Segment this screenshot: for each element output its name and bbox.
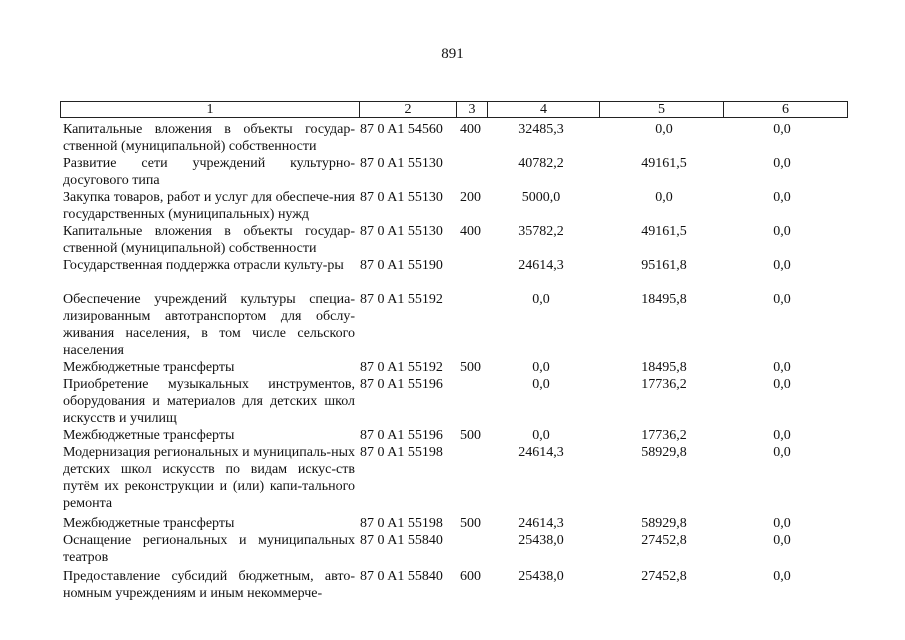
table-row — [60, 291, 848, 359]
row-code: 87 0 A1 55192 — [360, 360, 443, 375]
row-name: Межбюджетные трансферты — [63, 360, 235, 375]
column-header-2: 2 — [359, 102, 456, 117]
table-row — [60, 515, 848, 532]
row-name: Капитальные вложения в объекты государ-ственной (муниципальной) собственности — [63, 224, 355, 256]
row-name: Капитальные вложения в объекты государ-ственной (муниципальной) собственности — [63, 122, 355, 154]
table-row — [60, 427, 848, 444]
row-name: Межбюджетные трансферты — [63, 428, 235, 443]
column-header-5: 5 — [599, 102, 723, 117]
row-type: 400 — [460, 224, 481, 239]
row-code: 87 0 A1 55192 — [360, 292, 443, 307]
row-name: Модернизация региональных и муниципаль-ных детских школ искусств по видам искус-ств путём их реконструкции и (или) капи-тального ремонта — [63, 445, 355, 511]
row-code: 87 0 A1 55190 — [360, 258, 443, 273]
table-row — [60, 376, 848, 427]
row-value-6: 0,0 — [773, 377, 791, 392]
column-header-3: 3 — [456, 102, 487, 117]
page-number: 891 — [441, 46, 464, 62]
row-value-6: 0,0 — [773, 569, 791, 584]
row-type: 600 — [460, 569, 481, 584]
table-row — [60, 257, 848, 291]
row-value-4: 24614,3 — [518, 445, 564, 460]
row-value-6: 0,0 — [773, 156, 791, 171]
table-row — [60, 532, 848, 566]
row-value-5: 18495,8 — [641, 292, 687, 307]
table-row — [60, 189, 848, 223]
row-code: 87 0 A1 55840 — [360, 533, 443, 548]
row-code: 87 0 A1 55196 — [360, 428, 443, 443]
row-value-6: 0,0 — [773, 224, 791, 239]
row-code: 87 0 A1 55198 — [360, 516, 443, 531]
row-value-5: 17736,2 — [641, 377, 687, 392]
row-value-5: 17736,2 — [641, 428, 687, 443]
row-name: Приобретение музыкальных инструментов, оборудования и материалов для детских школ искусств и училищ — [63, 377, 355, 426]
row-value-4: 5000,0 — [521, 190, 561, 205]
row-name: Оснащение региональных и муниципальных театров — [63, 533, 355, 565]
row-name: Предоставление субсидий бюджетным, авто-номным учреждениям и иным некоммерче- — [63, 569, 355, 601]
column-header-1: 1 — [206, 102, 214, 117]
row-name: Закупка товаров, работ и услуг для обеспече-ния государственных (муниципальных) нужд — [63, 190, 355, 222]
row-value-6: 0,0 — [773, 428, 791, 443]
row-value-5: 58929,8 — [641, 516, 687, 531]
row-value-5: 0,0 — [655, 122, 673, 137]
row-type: 500 — [460, 516, 481, 531]
row-value-5: 58929,8 — [641, 445, 687, 460]
row-value-6: 0,0 — [773, 292, 791, 307]
row-code: 87 0 A1 55130 — [360, 224, 443, 239]
row-code: 87 0 A1 54560 — [360, 122, 443, 137]
row-name: Государственная поддержка отрасли культу-ры — [63, 258, 344, 273]
row-value-6: 0,0 — [773, 533, 791, 548]
row-value-5: 49161,5 — [641, 224, 687, 239]
row-type: 200 — [460, 190, 481, 205]
row-value-4: 0,0 — [532, 292, 550, 307]
row-value-5: 49161,5 — [641, 156, 687, 171]
row-value-4: 35782,2 — [518, 224, 564, 239]
row-code: 87 0 A1 55840 — [360, 569, 443, 584]
row-value-6: 0,0 — [773, 516, 791, 531]
row-value-4: 0,0 — [532, 377, 550, 392]
row-value-4: 32485,3 — [518, 122, 564, 137]
table-row — [60, 359, 848, 376]
row-value-6: 0,0 — [773, 445, 791, 460]
row-value-5: 27452,8 — [641, 569, 687, 584]
table-row — [60, 444, 848, 512]
row-name: Развитие сети учреждений культурно-досугового типа — [63, 156, 355, 188]
row-value-4: 24614,3 — [518, 258, 564, 273]
row-value-6: 0,0 — [773, 258, 791, 273]
row-value-4: 25438,0 — [518, 569, 564, 584]
row-code: 87 0 A1 55130 — [360, 190, 443, 205]
row-code: 87 0 A1 55196 — [360, 377, 443, 392]
row-value-4: 0,0 — [532, 360, 550, 375]
row-type: 500 — [460, 428, 481, 443]
table-row — [60, 121, 848, 155]
table-row — [60, 155, 848, 189]
row-value-4: 0,0 — [532, 428, 550, 443]
row-value-5: 27452,8 — [641, 533, 687, 548]
row-value-4: 24614,3 — [518, 516, 564, 531]
row-value-5: 95161,8 — [641, 258, 687, 273]
table-row — [60, 568, 848, 602]
row-value-6: 0,0 — [773, 122, 791, 137]
row-type: 400 — [460, 122, 481, 137]
row-value-5: 18495,8 — [641, 360, 687, 375]
row-value-4: 25438,0 — [518, 533, 564, 548]
row-value-6: 0,0 — [773, 190, 791, 205]
column-header-6: 6 — [723, 102, 847, 117]
row-value-5: 0,0 — [655, 190, 673, 205]
column-header-4: 4 — [487, 102, 599, 117]
row-value-6: 0,0 — [773, 360, 791, 375]
row-value-4: 40782,2 — [518, 156, 564, 171]
row-code: 87 0 A1 55130 — [360, 156, 443, 171]
row-code: 87 0 A1 55198 — [360, 445, 443, 460]
row-name: Обеспечение учреждений культуры специа-лизированным автотранспортом для обслу-живания населения, в том числе сельского населения — [63, 292, 355, 358]
table-header — [60, 101, 848, 118]
row-name: Межбюджетные трансферты — [63, 516, 235, 531]
row-type: 500 — [460, 360, 481, 375]
table-row — [60, 223, 848, 257]
